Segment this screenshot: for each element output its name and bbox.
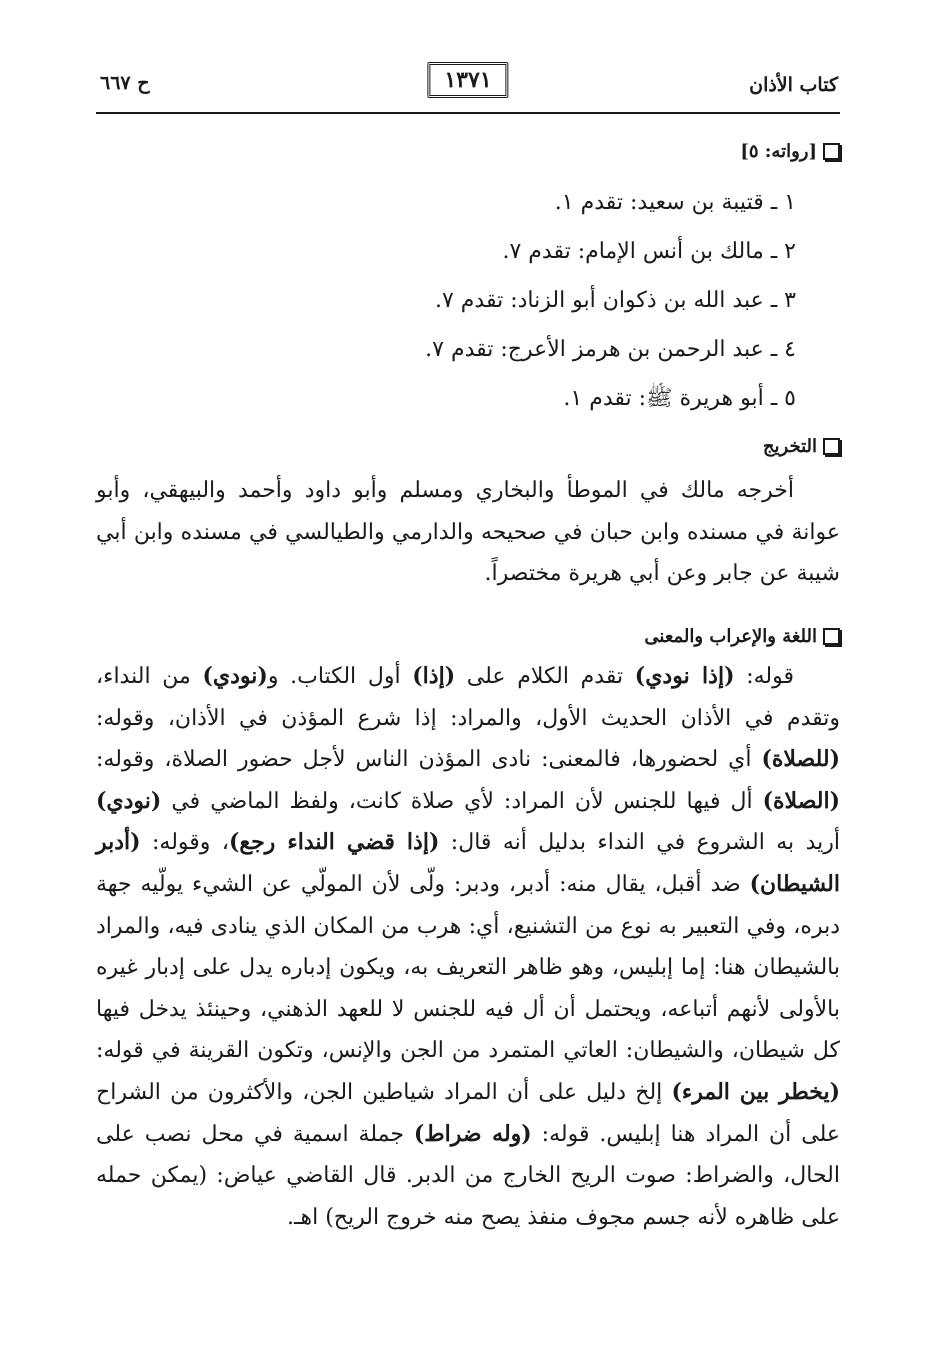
document-page <box>96 56 840 1346</box>
list-item: ٢ ـ مالك بن أنس الإمام: تقدم ٧. <box>502 239 796 264</box>
text-segment: ضد أقبل، يقال منه: أدبر، ودبر: ولّى لأن المولّي عن الشيء يولّيه جهة دبره، وفي التعبير به نوع من التشنيع، أي: هرب من المكان الذي ينادى فيه، والمراد بالشيطان هنا: إما إبليس، وهو ظاهر التعريف به، ويكون إدباره يدل على إدبار غيره بالأولى لأنهم أتباعه، ويحتمل أن أل فيه للجنس لا للعهد الذهني، وحينئذ يدخل فيها كل شيطان، والشيطان: العاتي المتمرد من الجن والإنس، وتكون القرينة في قوله: <box>96 871 840 1064</box>
quoted-term: (إذا قضي النداء رجع) <box>228 829 440 856</box>
language-paragraph <box>96 656 840 1238</box>
book-title: كتاب الأذان <box>749 74 838 96</box>
quoted-term: (نودي) <box>96 787 162 814</box>
list-item: ٣ ـ عبد الله بن ذكوان أبو الزناد: تقدم ٧. <box>434 288 796 313</box>
takhrij-heading-label: التخريج <box>762 436 817 457</box>
list-item: ٥ ـ أبو هريرة ﷺ: تقدم ١. <box>563 386 796 411</box>
language-heading-label: اللغة والإعراب والمعنى <box>644 626 817 647</box>
quoted-term: (يخطر بين المرء) <box>671 1078 840 1105</box>
language-heading <box>644 626 840 647</box>
quoted-term: (إذا نودي) <box>634 663 735 689</box>
text-segment: أول الكتاب. و <box>267 664 413 689</box>
text-segment: أل فيها للجنس لأن المراد: لأي صلاة كانت، ولفظ الماضي في <box>161 788 763 814</box>
text-segment: أريد به الشروع في النداء بدليل أنه قال: <box>439 830 841 856</box>
quoted-term: (نودي) <box>202 663 268 689</box>
text-segment: من النداء، وتقدم في الأذان الحديث الأول، والمراد: إذا شرع المؤذن في الأذان، وقوله: <box>96 664 840 731</box>
narrators-heading-label: [رواته: ٥] <box>740 141 817 162</box>
takhrij-heading <box>763 436 840 457</box>
square-bullet-icon <box>823 438 840 455</box>
page-number: ١٣٧١ <box>427 62 508 98</box>
page-header <box>96 56 840 114</box>
text-segment: أي لحضورها، فالمعنى: نادى المؤذن الناس لأجل حضور الصلاة، وقوله: <box>96 747 762 773</box>
text-segment: تقدم الكلام على <box>455 664 635 689</box>
quoted-term: (الصلاة) <box>762 787 840 814</box>
quoted-term: (وله ضراط) <box>413 1120 532 1147</box>
list-item: ١ ـ قتيبة بن سعيد: تقدم ١. <box>554 190 796 215</box>
text-segment: إلخ دليل على أن المراد شياطين الجن، والأكثرون من الشراح على أن المراد هنا إبليس. قوله: <box>96 1079 840 1147</box>
takhrij-paragraph: أخرجه مالك في الموطأ والبخاري ومسلم وأبو داود وأحمد والبيهقي، وأبو عوانة في مسنده وابن حبان في صحيحه والدارمي والطيالسي في مسنده وابن أبي شيبة عن جابر وعن أبي هريرة مختصراً. <box>96 478 840 587</box>
text-segment: قوله: <box>734 664 794 689</box>
quoted-term: (للصلاة) <box>761 746 840 773</box>
square-bullet-icon <box>823 143 840 160</box>
square-bullet-icon <box>823 628 840 645</box>
text-segment: ، وقوله: <box>140 830 229 856</box>
hadith-reference: ح ٦٦٧ <box>100 72 150 94</box>
text-segment: جملة اسمية في محل نصب على الحال، والضراط: صوت الريح الخارج من الدبر. قال القاضي عياض: (يمكن حمله على ظاهره لأنه جسم مجوف منفذ يصح منه خروج الريح) اهـ. <box>96 1121 840 1230</box>
quoted-term: (إذا) <box>412 663 456 689</box>
list-item: ٤ ـ عبد الرحمن بن هرمز الأعرج: تقدم ٧. <box>425 337 796 362</box>
narrators-list <box>140 178 840 423</box>
quoted-term: (أدبر الشيطان) <box>96 829 840 897</box>
narrators-heading <box>740 141 840 162</box>
